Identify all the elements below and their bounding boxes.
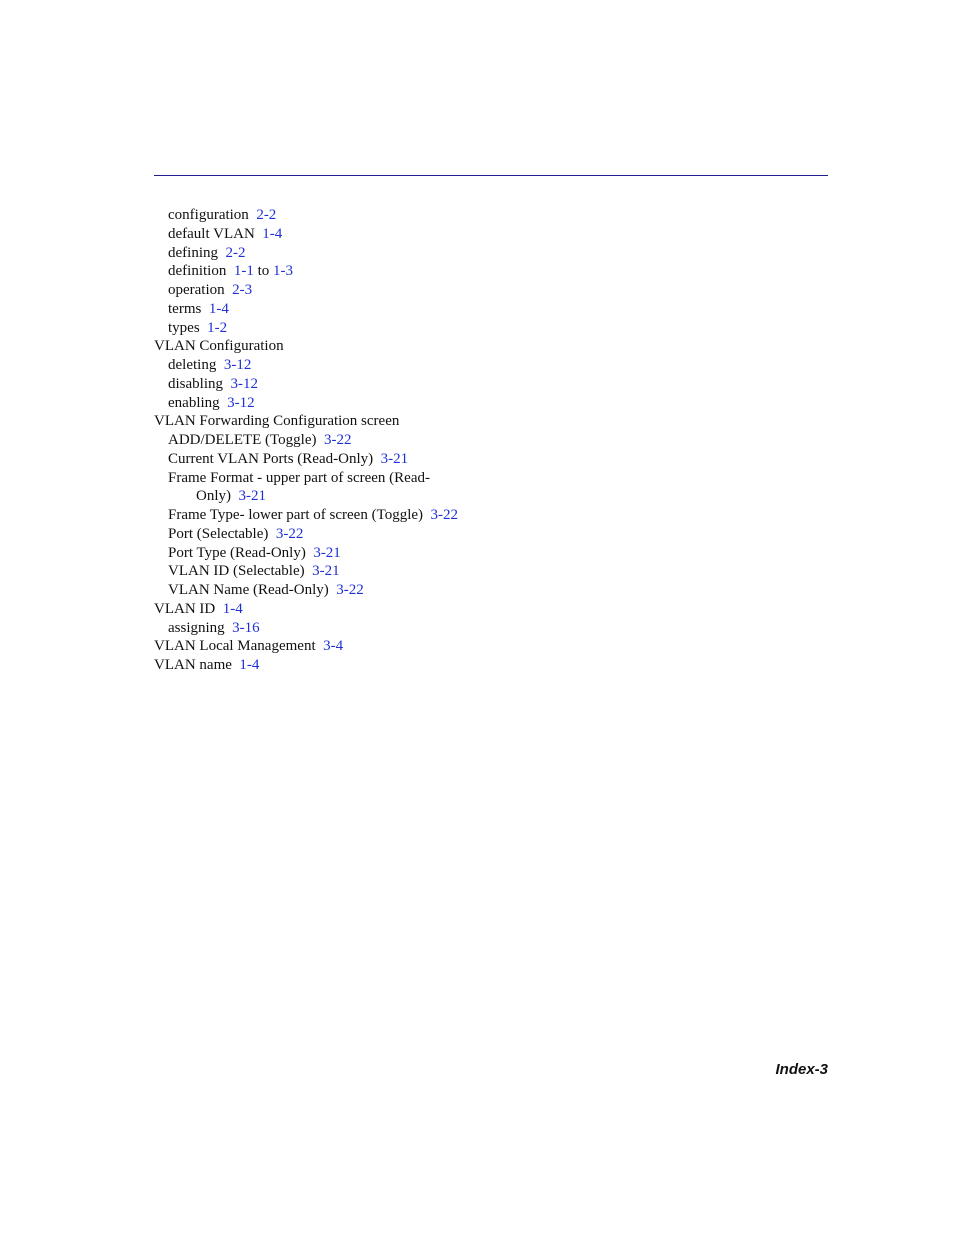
page-ref-link[interactable]: 3-16 xyxy=(232,619,260,636)
index-term: ADD/DELETE (Toggle) xyxy=(168,432,317,448)
page-ref-link[interactable]: 1-4 xyxy=(239,657,260,673)
page-number: Index-3 xyxy=(775,1061,828,1078)
index-subentry xyxy=(154,581,834,600)
index-term: terms xyxy=(168,300,202,317)
index-entry xyxy=(154,656,834,675)
page-ref-link[interactable]: 2-3 xyxy=(232,282,253,298)
index-term: types xyxy=(168,319,200,336)
index-subentry xyxy=(154,356,834,375)
page-ref-link[interactable]: 2-2 xyxy=(225,244,246,261)
index-subentry xyxy=(154,525,834,544)
index-entry xyxy=(154,412,834,431)
page-ref-link[interactable]: 1-4 xyxy=(222,600,243,617)
index-subentry xyxy=(154,300,834,319)
page-ref-link[interactable]: 3-22 xyxy=(324,432,352,448)
page-ref-link[interactable]: 3-12 xyxy=(227,394,255,411)
index-term: Frame Type- lower part of screen (Toggle) xyxy=(168,507,424,523)
index-term: enabling xyxy=(168,394,220,411)
page-ref-link[interactable]: 2-2 xyxy=(256,207,277,223)
page-ref-link[interactable]: 1-3 xyxy=(273,263,293,280)
page-ref-link[interactable]: 1-1 xyxy=(233,263,254,280)
index-term: VLAN Forwarding Configuration screen xyxy=(154,413,400,430)
page-ref-link[interactable]: 3-4 xyxy=(323,638,344,655)
index-subentry xyxy=(154,225,834,244)
page-ref-link[interactable]: 1-4 xyxy=(262,225,283,242)
index-subentry xyxy=(154,262,834,281)
index-term: default VLAN xyxy=(168,225,255,242)
index-subentry xyxy=(154,619,834,638)
page-ref-link[interactable]: 3-22 xyxy=(430,507,459,523)
page-ref-link[interactable]: 1-2 xyxy=(207,319,228,336)
index-subentry xyxy=(154,431,834,450)
index-subentry xyxy=(154,562,834,581)
index-term: Only) xyxy=(196,488,231,505)
index-term: VLAN Name (Read-Only) xyxy=(168,582,329,598)
index-subentry xyxy=(154,206,834,225)
index-list xyxy=(154,206,834,675)
index-term: operation xyxy=(168,282,225,298)
index-subentry xyxy=(154,487,834,506)
index-term: VLAN ID (Selectable) xyxy=(168,563,305,580)
index-subentry xyxy=(154,244,834,263)
index-subentry xyxy=(154,469,834,488)
index-term: deleting xyxy=(168,357,217,373)
index-subentry xyxy=(154,319,834,338)
index-subentry xyxy=(154,281,834,300)
index-subentry xyxy=(154,375,834,394)
index-term: Port Type (Read-Only) xyxy=(168,544,306,561)
page-ref-link[interactable]: 3-22 xyxy=(336,582,364,598)
index-subentry xyxy=(154,544,834,563)
page-ref-link[interactable]: 3-21 xyxy=(238,488,266,505)
index-subentry xyxy=(154,450,834,469)
index-term: definition xyxy=(168,263,227,280)
index-subentry xyxy=(154,394,834,413)
index-term: VLAN Configuration xyxy=(154,338,284,355)
page-ref-link[interactable]: 3-21 xyxy=(312,563,340,580)
index-term: defining xyxy=(168,244,218,261)
index-term: VLAN Local Management xyxy=(154,638,316,655)
index-term: configuration xyxy=(168,207,249,223)
index-term: assigning xyxy=(168,619,225,636)
index-entry xyxy=(154,637,834,656)
page-ref-link[interactable]: 3-12 xyxy=(230,375,258,392)
index-entry xyxy=(154,337,834,356)
page-ref-link[interactable]: 3-21 xyxy=(380,450,409,467)
page-ref-link[interactable]: 3-12 xyxy=(223,357,252,373)
index-term: Current VLAN Ports (Read-Only) xyxy=(168,450,374,467)
ref-joiner: to xyxy=(257,263,270,280)
header-rule xyxy=(154,175,828,176)
page-ref-link[interactable]: 3-22 xyxy=(275,525,304,542)
index-term: disabling xyxy=(168,375,223,392)
index-term: Frame Format - upper part of screen (Read- xyxy=(168,469,430,486)
index-term: Port (Selectable) xyxy=(168,525,269,542)
index-entry xyxy=(154,600,834,619)
page-ref-link[interactable]: 1-4 xyxy=(208,300,229,317)
index-term: VLAN ID xyxy=(154,600,216,617)
index-term: VLAN name xyxy=(154,657,232,673)
index-subentry xyxy=(154,506,834,525)
page-ref-link[interactable]: 3-21 xyxy=(313,544,341,561)
